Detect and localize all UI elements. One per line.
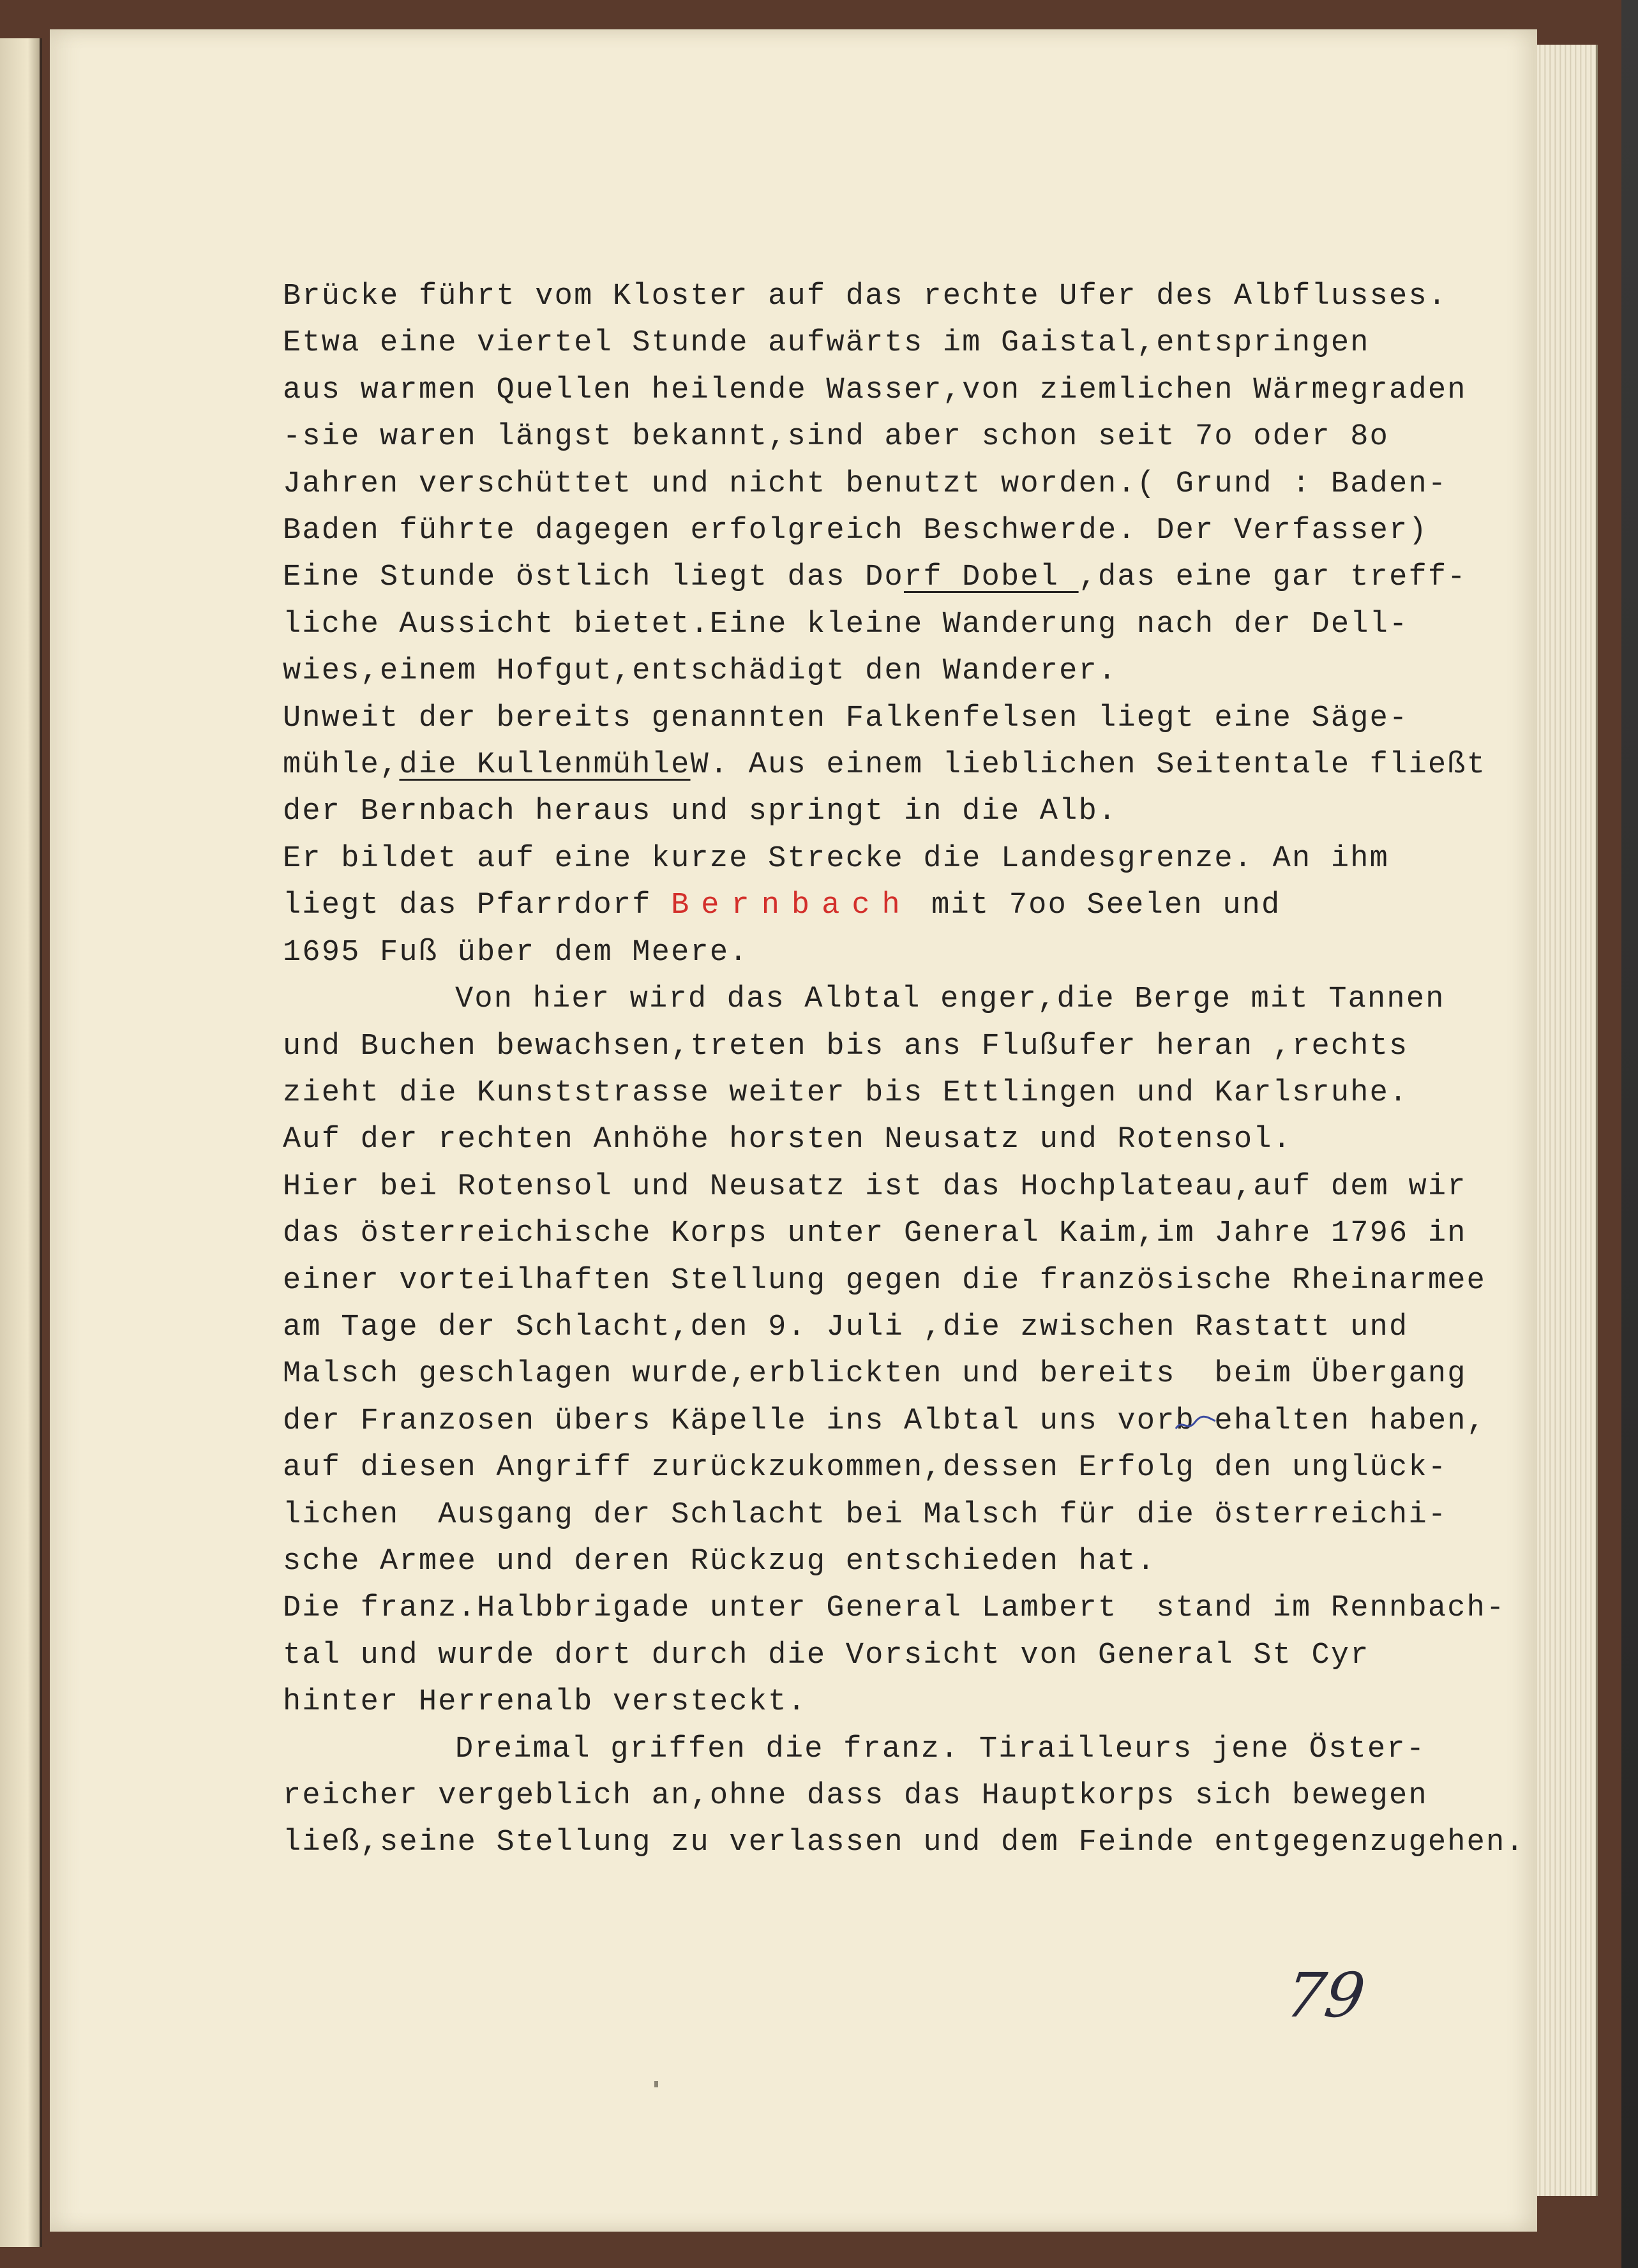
text-line: Dreimal griffen die franz. Tirailleurs jene Öster- <box>455 1732 1426 1766</box>
text-line: tal und wurde dort durch die Vorsicht von General St Cyr <box>283 1638 1370 1672</box>
text-line: Auf der rechten Anhöhe horsten Neusatz und Rotensol. <box>283 1123 1293 1157</box>
underlined-text: die Kullenmühle <box>399 748 691 783</box>
text-line: das österreichische Korps unter General Kaim,im Jahre 1796 in <box>283 1217 1467 1251</box>
text-segment: liegt das Pfarrdorf <box>283 889 672 923</box>
text-line: Etwa eine viertel Stunde aufwärts im Gaistal,entspringen <box>283 326 1370 361</box>
typed-text-body <box>283 273 1525 1866</box>
text-line: sche Armee und deren Rückzug entschieden hat. <box>283 1544 1157 1579</box>
text-line: auf diesen Angriff zurückzukommen,dessen Erfolg den unglück- <box>283 1451 1448 1485</box>
text-line: 1695 Fuß über dem Meere. <box>283 935 749 970</box>
text-line: Von hier wird das Albtal enger,die Berge mit Tannen <box>455 982 1445 1017</box>
text-line: einer vorteilhaften Stellung gegen die französische Rheinarmee <box>283 1263 1487 1298</box>
text-line: wies,einem Hofgut,entschädigt den Wanderer. <box>283 654 1118 689</box>
text-line: Brücke führt vom Kloster auf das rechte Ufer des Albflusses. <box>283 280 1448 313</box>
text-line: Die franz.Halbbrigade unter General Lambert stand im Rennbach- <box>283 1591 1506 1626</box>
text-line: lichen Ausgang der Schlacht bei Malsch für die österreichi- <box>283 1498 1448 1532</box>
page-number: 79 <box>1281 1960 1370 2031</box>
red-spaced-name: Bernbach <box>671 889 912 923</box>
text-line: ließ,seine Stellung zu verlassen und dem Feinde entgegenzugehen. <box>283 1826 1525 1860</box>
text-segment: ,das eine gar treff- <box>1078 560 1467 595</box>
text-line: zieht die Kunststrasse weiter bis Ettlingen und Karlsruhe. <box>283 1076 1409 1110</box>
text-line: reicher vergeblich an,ohne dass das Hauptkorps sich bewegen <box>283 1779 1428 1813</box>
text-segment: Eine Stunde östlich liegt das Do <box>283 560 904 595</box>
text-segment: mühle, <box>283 748 400 783</box>
text-segment: W. Aus einem lieblichen Seitentale fließt <box>690 748 1487 783</box>
text-line: Baden führte dagegen erfolgreich Beschwerde. Der Verfasser) <box>283 514 1428 548</box>
text-line: hinter Herrenalb versteckt. <box>283 1685 807 1720</box>
text-line: liche Aussicht bietet.Eine kleine Wanderung nach der Dell- <box>283 607 1409 642</box>
text-line: aus warmen Quellen heilende Wasser,von ziemlichen Wärmegraden <box>283 373 1467 407</box>
text-line: -sie waren längst bekannt,sind aber schon seit 7o oder 8o <box>283 420 1390 454</box>
paper-speck <box>654 2081 658 2087</box>
underlined-text: rf Dobel <box>903 560 1079 595</box>
text-line: am Tage der Schlacht,den 9. Juli ,die zwischen Rastatt und <box>283 1310 1409 1344</box>
text-line: Jahren verschüttet und nicht benutzt worden.( Grund : Baden- <box>283 467 1448 501</box>
left-page-edge <box>0 38 42 2247</box>
text-line: Unweit der bereits genannten Falkenfelsen liegt eine Säge- <box>283 701 1409 735</box>
text-line: und Buchen bewachsen,treten bis ans Flußufer heran ,rechts <box>283 1029 1409 1063</box>
ink-correction-mark <box>1173 1413 1218 1432</box>
text-line: der Bernbach heraus und springt in die Alb. <box>283 795 1118 829</box>
text-line <box>283 882 1515 929</box>
text-line <box>283 554 1515 601</box>
text-line: Er bildet auf eine kurze Strecke die Landesgrenze. An ihm <box>283 841 1390 876</box>
text-line <box>283 742 1515 788</box>
text-line: Malsch geschlagen wurde,erblickten und bereits beim Übergang <box>283 1357 1467 1392</box>
text-line: der Franzosen übers Käpelle ins Albtal uns vorb ehalten haben, <box>283 1404 1487 1438</box>
text-segment: mit 7oo Seelen und <box>912 889 1281 923</box>
text-line: Hier bei Rotensol und Neusatz ist das Hochplateau,auf dem wir <box>283 1169 1467 1204</box>
